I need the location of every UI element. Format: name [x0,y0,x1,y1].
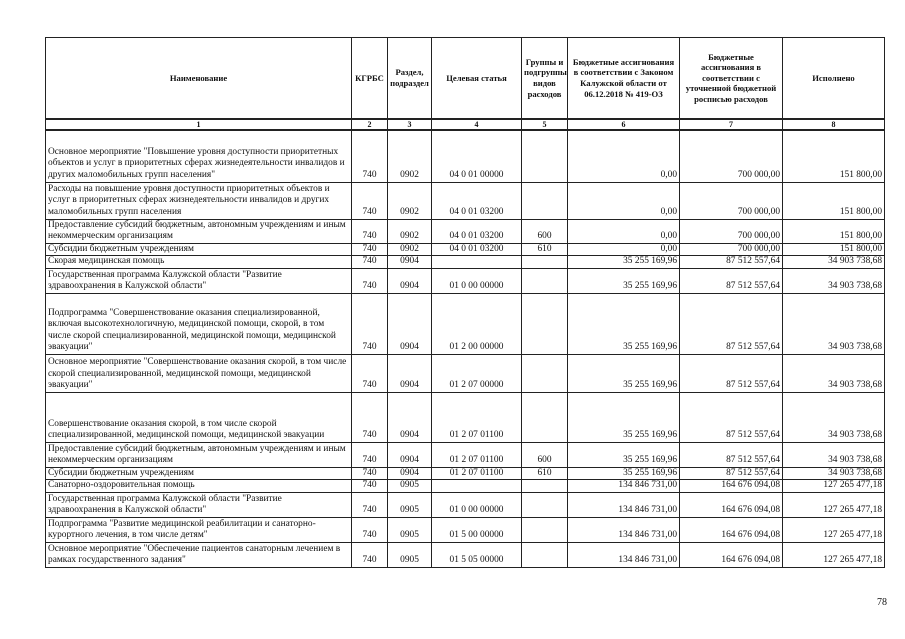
row-name: Расходы на повышение уровня доступности приоритетных объектов и услуг в приоритетных сферах жизнедеятельности инвалидов и других маломобильных групп населения [46,182,352,219]
row-law-allocation: 35 255 169,96 [568,442,680,467]
table-header-row [46,38,885,120]
row-kgrbs: 740 [352,293,388,354]
row-target-article: 01 2 07 01100 [432,467,522,480]
row-expense-group: 610 [522,243,568,256]
row-section: 0902 [388,243,432,256]
column-number: 2 [352,119,388,130]
row-executed: 151 800,00 [783,182,885,219]
row-revised-allocation: 87 512 557,64 [680,268,783,293]
column-number: 4 [432,119,522,130]
row-target-article: 01 0 00 00000 [432,268,522,293]
row-executed: 151 800,00 [783,219,885,243]
row-expense-group [522,392,568,442]
row-law-allocation: 35 255 169,96 [568,268,680,293]
row-expense-group: 600 [522,442,568,467]
row-revised-allocation: 87 512 557,64 [680,293,783,354]
row-kgrbs: 740 [352,243,388,256]
row-revised-allocation: 164 676 094,08 [680,493,783,518]
row-target-article: 01 2 07 01100 [432,442,522,467]
row-revised-allocation: 164 676 094,08 [680,480,783,493]
row-name: Предоставление субсидий бюджетным, автономным учреждениям и иным некоммерческим организациям [46,219,352,243]
table-row [46,480,885,493]
row-law-allocation: 0,00 [568,243,680,256]
row-law-allocation: 35 255 169,96 [568,293,680,354]
row-kgrbs: 740 [352,467,388,480]
row-target-article: 04 0 01 03200 [432,243,522,256]
row-law-allocation: 134 846 731,00 [568,543,680,568]
row-kgrbs: 740 [352,442,388,467]
row-section: 0905 [388,480,432,493]
table-row [46,467,885,480]
table-row [46,518,885,543]
column-number: 3 [388,119,432,130]
row-revised-allocation: 87 512 557,64 [680,442,783,467]
table-row [46,293,885,354]
row-name: Подпрограмма "Совершенствование оказания специализированной, включая высокотехнологичную, медицинской помощи, скорой, в том числе скорой специализированной, медицинской помощи, медицинской эвакуации" [46,293,352,354]
row-expense-group [522,543,568,568]
row-section: 0902 [388,182,432,219]
row-section: 0905 [388,543,432,568]
row-revised-allocation: 164 676 094,08 [680,518,783,543]
row-section: 0904 [388,293,432,354]
row-executed: 34 903 738,68 [783,442,885,467]
header-section: Раздел, подраздел [388,38,432,120]
header-target-article: Целевая статья [432,38,522,120]
table-row [46,256,885,269]
row-target-article: 01 5 00 00000 [432,518,522,543]
row-target-article: 01 5 05 00000 [432,543,522,568]
row-expense-group [522,480,568,493]
column-number: 5 [522,119,568,130]
row-executed: 34 903 738,68 [783,354,885,392]
row-name: Скорая медицинская помощь [46,256,352,269]
row-target-article: 01 2 07 00000 [432,354,522,392]
row-expense-group [522,354,568,392]
row-law-allocation: 0,00 [568,182,680,219]
row-revised-allocation: 87 512 557,64 [680,256,783,269]
table-row [46,493,885,518]
row-executed: 127 265 477,18 [783,480,885,493]
header-executed: Исполнено [783,38,885,120]
row-target-article: 01 0 00 00000 [432,493,522,518]
row-expense-group [522,293,568,354]
table-row [46,392,885,442]
row-target-article: 01 2 07 01100 [432,392,522,442]
row-revised-allocation: 164 676 094,08 [680,543,783,568]
row-law-allocation: 134 846 731,00 [568,518,680,543]
table-row [46,442,885,467]
row-target-article: 01 2 00 00000 [432,293,522,354]
row-revised-allocation: 700 000,00 [680,219,783,243]
row-law-allocation: 134 846 731,00 [568,493,680,518]
row-kgrbs: 740 [352,268,388,293]
column-number: 8 [783,119,885,130]
header-revised-allocation: Бюджетные ассигнования в соответствии с уточненной бюджетной росписью расходов [680,38,783,120]
row-section: 0904 [388,268,432,293]
row-expense-group [522,130,568,182]
budget-table-sheet [45,37,884,568]
row-executed: 127 265 477,18 [783,543,885,568]
row-section: 0905 [388,493,432,518]
table-row [46,243,885,256]
row-expense-group: 610 [522,467,568,480]
row-expense-group [522,493,568,518]
page-number: 78 [877,597,887,608]
row-name: Государственная программа Калужской области "Развитие здравоохранения в Калужской области" [46,268,352,293]
row-section: 0904 [388,467,432,480]
row-executed: 34 903 738,68 [783,467,885,480]
row-executed: 34 903 738,68 [783,256,885,269]
table-row [46,268,885,293]
table-body [46,130,885,568]
row-law-allocation: 0,00 [568,219,680,243]
header-kgrbs: КГРБС [352,38,388,120]
row-name: Основное мероприятие "Обеспечение пациентов санаторным лечением в рамках государственного задания" [46,543,352,568]
row-expense-group [522,182,568,219]
row-executed: 127 265 477,18 [783,493,885,518]
row-revised-allocation: 87 512 557,64 [680,467,783,480]
row-section: 0902 [388,219,432,243]
header-law-allocation: Бюджетные ассигнования в соответствии с Законом Калужской области от 06.12.2018 № 419-ОЗ [568,38,680,120]
row-section: 0904 [388,442,432,467]
column-number: 6 [568,119,680,130]
row-target-article: 04 0 01 03200 [432,219,522,243]
row-expense-group [522,256,568,269]
row-law-allocation: 35 255 169,96 [568,392,680,442]
row-law-allocation: 35 255 169,96 [568,467,680,480]
table-row [46,543,885,568]
table-row [46,182,885,219]
header-expense-group: Группы и подгруппы видов расходов [522,38,568,120]
row-executed: 127 265 477,18 [783,518,885,543]
row-law-allocation: 134 846 731,00 [568,480,680,493]
table-row [46,354,885,392]
row-law-allocation: 35 255 169,96 [568,256,680,269]
row-revised-allocation: 700 000,00 [680,182,783,219]
row-target-article: 04 0 01 00000 [432,130,522,182]
row-name: Государственная программа Калужской области "Развитие здравоохранения в Калужской области" [46,493,352,518]
row-law-allocation: 35 255 169,96 [568,354,680,392]
table-row [46,130,885,182]
row-kgrbs: 740 [352,182,388,219]
row-target-article [432,480,522,493]
table-row [46,219,885,243]
row-kgrbs: 740 [352,480,388,493]
row-expense-group [522,268,568,293]
row-section: 0904 [388,392,432,442]
row-revised-allocation: 87 512 557,64 [680,354,783,392]
row-name: Основное мероприятие "Совершенствование оказания скорой, в том числе скорой специализированной, медицинской помощи, медицинской эвакуации" [46,354,352,392]
row-expense-group [522,518,568,543]
row-name: Субсидии бюджетным учреждениям [46,467,352,480]
row-name: Основное мероприятие "Повышение уровня доступности приоритетных объектов и услуг в приоритетных сферах жизнедеятельности инвалидов и других маломобильных групп населения" [46,130,352,182]
row-name: Подпрограмма "Развитие медицинской реабилитации и санаторно-курортного лечения, в том числе детям" [46,518,352,543]
row-section: 0904 [388,354,432,392]
row-executed: 34 903 738,68 [783,293,885,354]
row-kgrbs: 740 [352,392,388,442]
column-number: 7 [680,119,783,130]
row-revised-allocation: 700 000,00 [680,243,783,256]
row-section: 0904 [388,256,432,269]
row-kgrbs: 740 [352,219,388,243]
row-kgrbs: 740 [352,543,388,568]
row-kgrbs: 740 [352,130,388,182]
row-executed: 151 800,00 [783,130,885,182]
row-revised-allocation: 87 512 557,64 [680,392,783,442]
column-number-row [46,119,885,130]
row-section: 0902 [388,130,432,182]
row-executed: 151 800,00 [783,243,885,256]
row-section: 0905 [388,518,432,543]
header-name: Наименование [46,38,352,120]
row-kgrbs: 740 [352,354,388,392]
row-name: Предоставление субсидий бюджетным, автономным учреждениям и иным некоммерческим организациям [46,442,352,467]
row-name: Совершенствование оказания скорой, в том числе скорой специализированной, медицинской помощи, медицинской эвакуации [46,392,352,442]
row-name: Субсидии бюджетным учреждениям [46,243,352,256]
row-expense-group: 600 [522,219,568,243]
row-executed: 34 903 738,68 [783,268,885,293]
row-executed: 34 903 738,68 [783,392,885,442]
row-name: Санаторно-оздоровительная помощь [46,480,352,493]
row-target-article: 04 0 01 03200 [432,182,522,219]
row-kgrbs: 740 [352,493,388,518]
row-kgrbs: 740 [352,518,388,543]
row-revised-allocation: 700 000,00 [680,130,783,182]
column-number: 1 [46,119,352,130]
row-target-article [432,256,522,269]
row-law-allocation: 0,00 [568,130,680,182]
row-kgrbs: 740 [352,256,388,269]
budget-table [45,37,885,568]
